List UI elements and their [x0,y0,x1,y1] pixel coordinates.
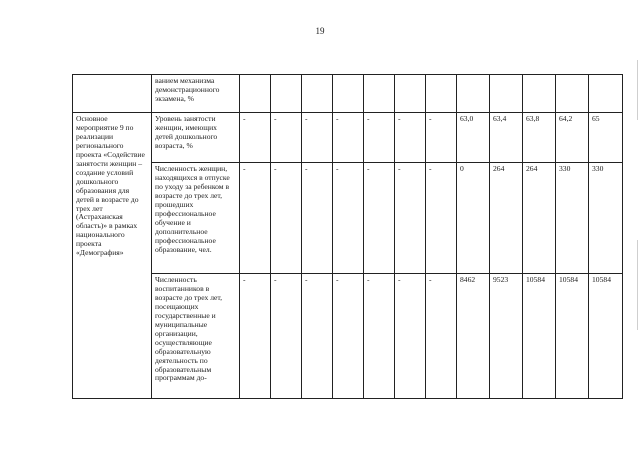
value-cell: - [364,274,395,399]
value-cell: - [395,274,426,399]
value-cell [556,75,589,113]
value-cell [589,75,623,113]
value-cell: - [364,163,395,274]
indicators-table [72,74,623,399]
value-cell: - [333,113,364,163]
value-cell: 10584 [523,274,556,399]
value-cell: - [395,113,426,163]
value-cell: - [271,163,302,274]
value-cell: - [240,274,271,399]
value-cell: 330 [556,163,589,274]
value-cell: 9523 [490,274,523,399]
value-cell: - [240,113,271,163]
value-cell: 0 [457,163,490,274]
value-cell [333,75,364,113]
value-cell: 8462 [457,274,490,399]
page-number: 19 [315,26,325,36]
value-cell: 10584 [556,274,589,399]
value-cell: - [240,163,271,274]
value-cell: 63,8 [523,113,556,163]
activity-cell [73,75,152,113]
value-cell: 264 [490,163,523,274]
value-cell [240,75,271,113]
scan-edge-mark [637,60,638,120]
value-cell: - [333,274,364,399]
value-cell: 264 [523,163,556,274]
value-cell: 65 [589,113,623,163]
value-cell: 63,0 [457,113,490,163]
value-cell: - [302,163,333,274]
value-cell [364,75,395,113]
table-row [73,113,623,163]
value-cell [271,75,302,113]
value-cell: - [302,113,333,163]
activity-cell: Основное мероприятие 9 по реализации регионального проекта «Содействие занятости женщин – создание условий дошкольного образования для детей в возрасте до трех лет (Астраханская область)» в рамках национального проекта «Демография» [73,113,152,399]
value-cell [302,75,333,113]
table-row [73,75,623,113]
value-cell: - [333,163,364,274]
value-cell: - [271,274,302,399]
value-cell: - [364,113,395,163]
value-cell [426,75,457,113]
value-cell: 330 [589,163,623,274]
value-cell: 63,4 [490,113,523,163]
value-cell [457,75,490,113]
value-cell: - [426,163,457,274]
indicator-cell: ванием механизма демонстрационного экзамена, % [152,75,240,113]
value-cell [523,75,556,113]
value-cell: 10584 [589,274,623,399]
indicator-cell: Уровень занятости женщин, имеющих детей дошкольного возраста, % [152,113,240,163]
value-cell: - [426,113,457,163]
value-cell [490,75,523,113]
scan-edge-mark [637,240,638,330]
value-cell: - [426,274,457,399]
value-cell: - [302,274,333,399]
value-cell [395,75,426,113]
table-row [73,274,623,399]
value-cell: 64,2 [556,113,589,163]
value-cell: - [395,163,426,274]
table-row [73,163,623,274]
indicator-cell: Численность воспитанников в возрасте до трех лет, посещающих государственные и муниципальные организации, осуществляющие образовательную деятельность по образовательным программам до- [152,274,240,399]
value-cell: - [271,113,302,163]
indicator-cell: Численность женщин, находящихся в отпуске по уходу за ребенком в возрасте до трех лет, прошедших профессиональное обучение и дополнительное профессиональное образование, чел. [152,163,240,274]
